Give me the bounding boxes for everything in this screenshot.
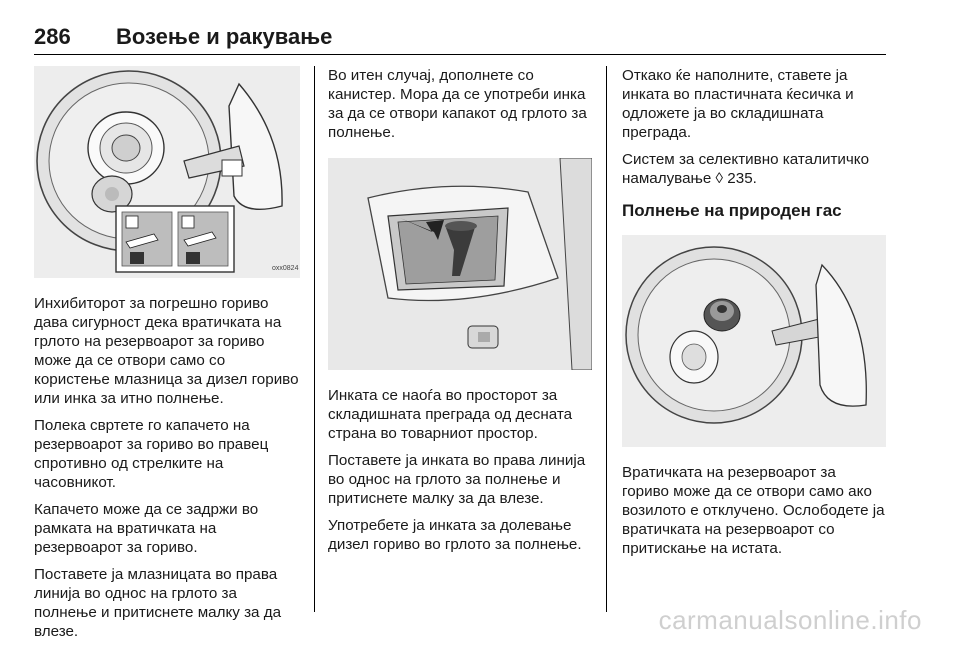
column-2 <box>328 66 592 562</box>
section-heading: Полнење на природен гас <box>622 201 842 220</box>
column-divider <box>314 66 315 612</box>
reference-page: 235. <box>727 170 757 187</box>
paragraph: Полека свртете го капачето на резервоарот за гориво во правец спротивно од стрелките на часовникот. <box>34 417 269 491</box>
paragraph: Инката се наоѓа во просторот за складишната преграда од десната страна во товарниот простор. <box>328 387 573 442</box>
page-header <box>34 22 886 55</box>
cargo-compartment-figure <box>328 158 592 370</box>
fuel-door-illustration <box>34 66 300 278</box>
column-1 <box>34 66 300 649</box>
column-3 <box>622 66 886 566</box>
paragraph: Во итен случај, дополнете со канистер. Мора да се употреби инка за да се отвори капакот од грлото за полнење. <box>328 67 587 141</box>
paragraph: Употребете ја инката за долевање дизел гориво во грлото за полнење. <box>328 517 582 553</box>
fuel-door-misfuel-inhibitor-figure <box>34 66 300 278</box>
cargo-storage-illustration <box>328 158 592 370</box>
page-number: 286 <box>34 24 71 49</box>
cross-reference <box>622 150 886 188</box>
cng-filler-illustration <box>622 235 886 447</box>
column-divider <box>606 66 607 612</box>
section-title: Возење и ракување <box>116 24 333 49</box>
paragraph: Поставете ја инката во права линија во однос на грлото за полнење и притиснете малку за да влезе. <box>328 452 586 507</box>
paragraph: Инхибиторот за погрешно гориво дава сигурност дека вратичката на грлото на резервоарот за гориво може да се отвори само со користење млазница за дизел гориво или инка за итно полнење. <box>34 295 299 407</box>
paragraph: Вратичката на резервоарот за гориво може да се отвори само ако возилото е отклучено. Ослободете ја вратичката на резервоарот со притискање на истата. <box>622 464 885 557</box>
natural-gas-fuel-door-figure <box>622 235 886 447</box>
reference-text: Систем за селективно каталитичко намалување <box>622 151 870 187</box>
watermark: carmanualsonline.info <box>658 605 922 635</box>
paragraph: Капачето може да се задржи во рамката на вратичката на резервоарот за гориво. <box>34 501 259 556</box>
paragraph: Поставете ја млазницата во права линија во однос на грлото за полнење и притиснете малку за да влезе. <box>34 566 282 640</box>
paragraph: Откако ќе наполните, ставете ја инката во пластичната ќесичка и одложете ја во складишната преграда. <box>622 67 854 141</box>
reference-arrow-icon: ◊ <box>715 170 724 187</box>
figure-code: oxx0824 <box>272 265 299 272</box>
